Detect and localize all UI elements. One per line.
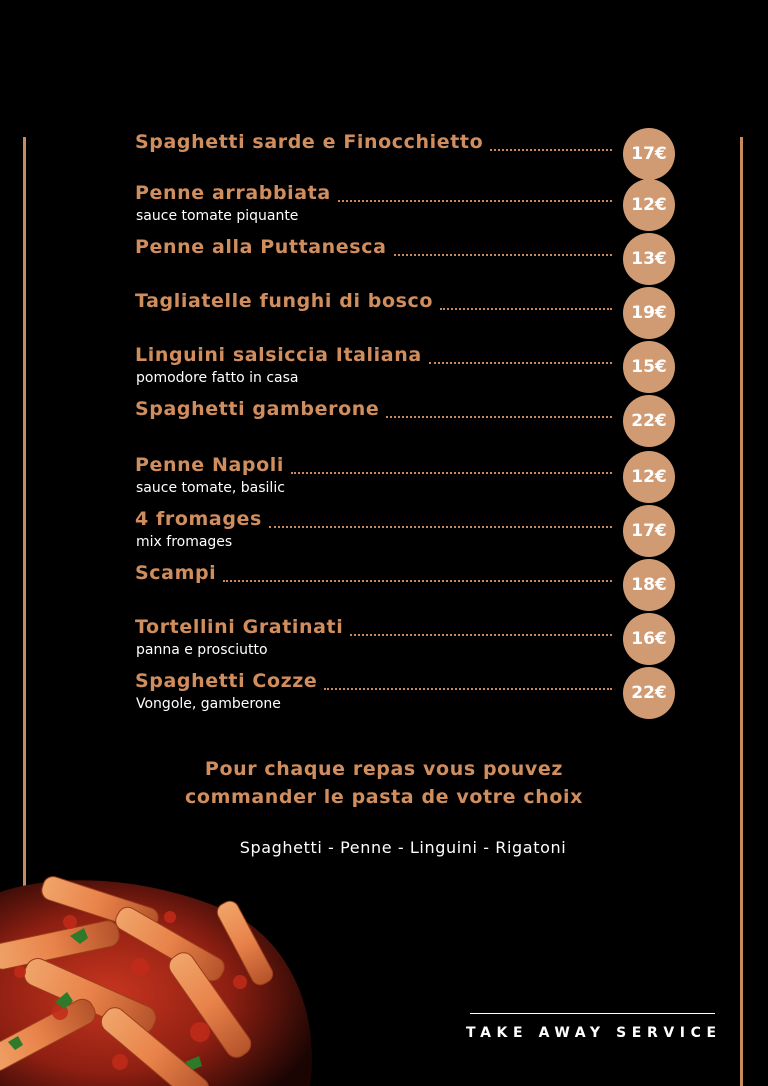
item-description: panna e prosciutto — [136, 642, 268, 658]
pasta-choice-note-line-2: commander le pasta de votre choix — [185, 786, 583, 808]
dotted-leader — [223, 580, 612, 582]
menu-item — [135, 288, 675, 338]
dotted-leader — [490, 149, 612, 151]
item-name: Spaghetti Cozze — [135, 670, 318, 692]
dotted-leader — [429, 362, 612, 364]
menu-item — [135, 560, 675, 610]
price-badge: 22€ — [623, 667, 675, 719]
item-name: Tagliatelle funghi di bosco — [135, 290, 434, 312]
price-badge: 12€ — [623, 451, 675, 503]
menu-item — [135, 668, 675, 718]
menu-item — [135, 506, 675, 556]
dotted-leader — [291, 472, 612, 474]
item-name: Linguini salsiccia Italiana — [135, 344, 422, 366]
item-name: Penne Napoli — [135, 454, 284, 476]
dotted-leader — [394, 254, 612, 256]
dotted-leader — [269, 526, 612, 528]
menu-item — [135, 614, 675, 664]
menu-item — [135, 452, 675, 502]
penne-pasta-photo — [0, 872, 330, 1086]
menu-item — [135, 342, 675, 392]
item-name: Penne alla Puttanesca — [135, 236, 387, 258]
dotted-leader — [324, 688, 612, 690]
item-description: Vongole, gamberone — [136, 696, 281, 712]
dotted-leader — [338, 200, 612, 202]
item-description: mix fromages — [136, 534, 233, 550]
dotted-leader — [440, 308, 612, 310]
item-description: sauce tomate piquante — [136, 208, 299, 224]
menu-item — [135, 129, 675, 179]
item-description: sauce tomate, basilic — [136, 480, 285, 496]
pasta-choice-note-line-1: Pour chaque repas vous pouvez — [204, 758, 564, 780]
price-badge: 13€ — [623, 233, 675, 285]
item-name: Scampi — [135, 562, 217, 584]
menu-item — [135, 396, 675, 446]
menu-item — [135, 234, 675, 284]
price-badge: 17€ — [623, 505, 675, 557]
pasta-types-list: Spaghetti - Penne - Linguini - Rigatoni — [239, 838, 567, 857]
item-name: Spaghetti gamberone — [135, 398, 380, 420]
price-badge: 17€ — [623, 128, 675, 180]
dotted-leader — [350, 634, 612, 636]
tagline-divider — [470, 1013, 715, 1014]
price-badge: 19€ — [623, 287, 675, 339]
take-away-tagline: TAKE AWAY SERVICE — [466, 1025, 722, 1041]
price-badge: 18€ — [623, 559, 675, 611]
item-name: Spaghetti sarde e Finocchietto — [135, 131, 484, 153]
price-badge: 16€ — [623, 613, 675, 665]
item-description: pomodore fatto in casa — [136, 370, 299, 386]
item-name: Penne arrabbiata — [135, 182, 331, 204]
dotted-leader — [386, 416, 612, 418]
price-badge: 22€ — [623, 395, 675, 447]
price-badge: 12€ — [623, 179, 675, 231]
item-name: Tortellini Gratinati — [135, 616, 344, 638]
item-name: 4 fromages — [135, 508, 262, 530]
price-badge: 15€ — [623, 341, 675, 393]
menu-item — [135, 180, 675, 230]
